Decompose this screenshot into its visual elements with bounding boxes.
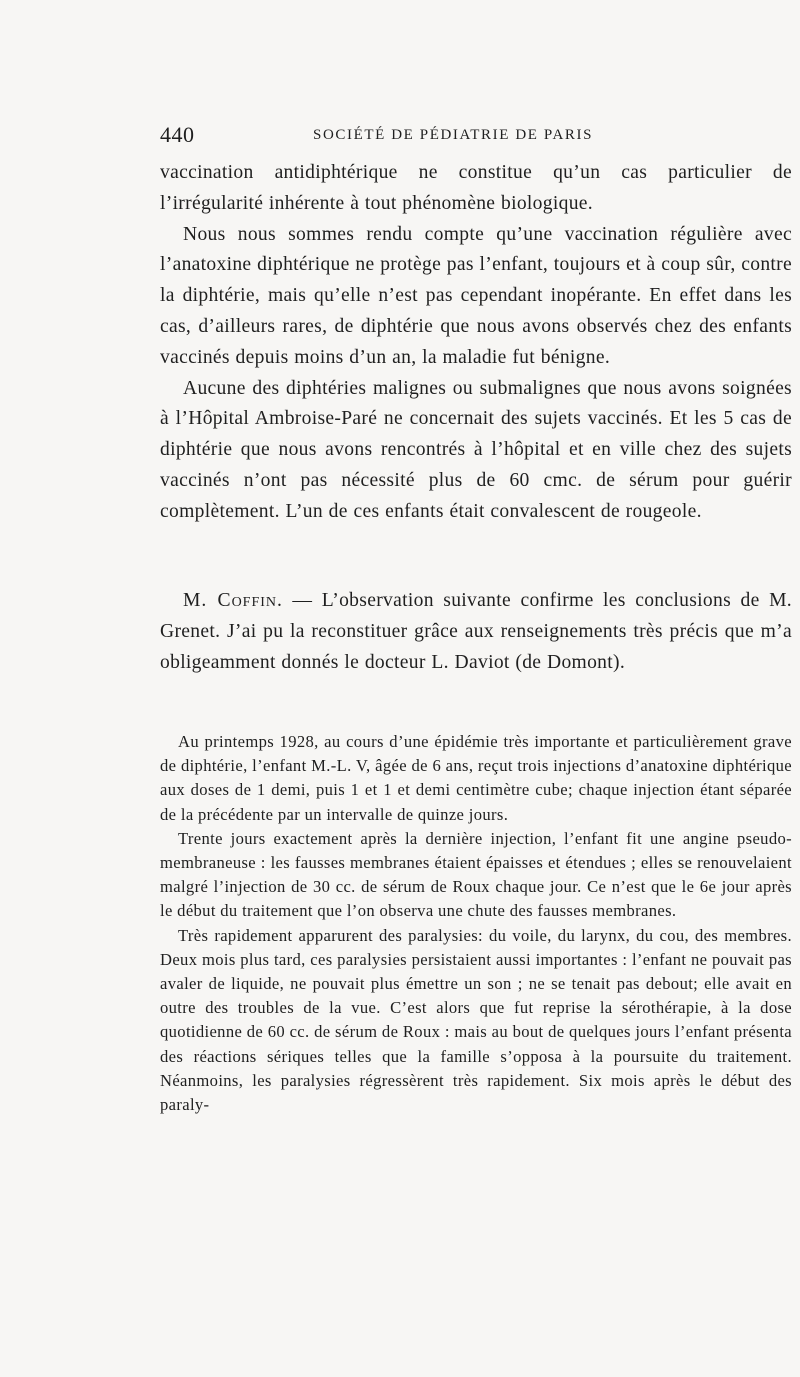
running-head: SOCIÉTÉ DE PÉDIATRIE DE PARIS — [313, 127, 594, 143]
paragraph: Nous nous sommes rendu compte qu’une vaccination régulière avec l’anatoxine diphtérique ne protège pas l’enfant, toujours et à coup sûr, contre la diphtérie, mais qu’elle n’est pas cependant inopérante. En effet dans les cas, d’ailleurs rares, de diphtérie que nous avons observés chez des enfants vaccinés depuis moins d’un an, la maladie fut bénigne. — [160, 223, 792, 368]
page-header — [160, 122, 800, 156]
page-number: 440 — [160, 122, 195, 147]
case-observation — [160, 730, 792, 1117]
coffin-intervention — [160, 586, 792, 678]
paragraph-text: — L’observation suivante confirme les conclusions de M. Grenet. J’ai pu la reconstituer grâce aux renseignements très précis que m’a obligeamment donnés le docteur L. Daviot (de Domont). — [160, 590, 792, 673]
paragraph: Très rapidement apparurent des paralysies: du voile, du larynx, du cou, des membres. Deux mois plus tard, ces paralysies persistaient aussi importantes : l’enfant ne pouvait pas avaler de liquide, ne pouvait plus émettre un son ; ne se tenait pas debout; elle avait en outre des troubles de la vue. C’est alors que fut reprise la sérothérapie, à la dose quotidienne de 60 cc. de sérum de Roux : mais au bout de quelques jours l’enfant présenta des réactions sériques telles que la famille s’opposa à la poursuite du traitement. Néanmoins, les paralysies régressèrent très rapidement. Six mois après le début des paraly- — [160, 925, 792, 1115]
paragraph: Aucune des diphtéries malignes ou submalignes que nous avons soignées à l’Hôpital Ambroise-Paré ne concernait des sujets vaccinés. Et les 5 cas de diphtérie que nous avons rencontrés à l’hôpital et en ville chez des sujets vaccinés n’ont pas nécessité plus de 60 cmc. de sérum pour guérir complètement. L’un de ces enfants était convalescent de rougeole. — [160, 377, 792, 522]
speaker-name: M. Coffin. — [183, 590, 283, 611]
paragraph — [160, 586, 792, 678]
paragraph: Au printemps 1928, au cours d’une épidémie très importante et particulièrement grave de diphtérie, l’enfant M.-L. V, âgée de 6 ans, reçut trois injections d’anatoxine diphtérique aux doses de 1 demi, puis 1 et 1 et demi centimètre cube; chaque injection étant séparée de la précédente par un intervalle de quinze jours. — [160, 732, 792, 824]
paragraph: vaccination antidiphtérique ne constitue qu’un cas particulier de l’irrégularité inhérente à tout phénomène biologique. — [160, 162, 792, 214]
paragraph: Trente jours exactement après la dernière injection, l’enfant fit une angine pseudo-membraneuse : les fausses membranes étaient épaisses et étendues ; elles se renouvelaient malgré l’injection de 30 cc. de sérum de Roux chaque jour. Ce n’est que le 6e jour après le début du traitement que l’on observa une chute des fausses membranes. — [160, 828, 792, 921]
discussion-continuation — [160, 158, 792, 528]
